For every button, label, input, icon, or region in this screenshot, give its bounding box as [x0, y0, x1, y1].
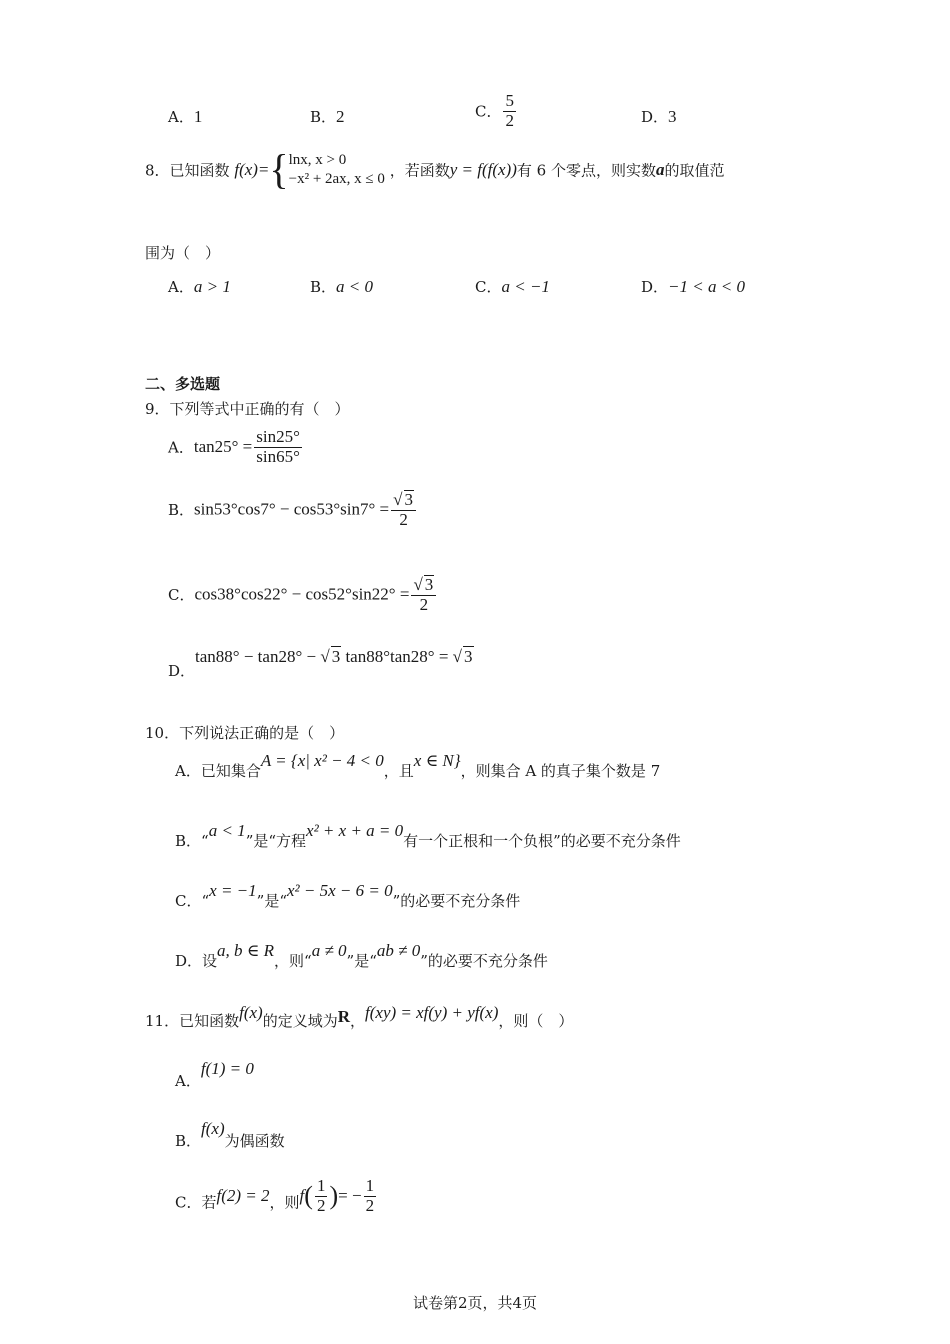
- q10-option-c: C．“x = −1”是“x² − 5x − 6 = 0”的必要不充分条件: [175, 881, 521, 910]
- q8-function-name: f(x)=: [234, 160, 270, 179]
- q11-option-a: A．f(1) = 0: [175, 1059, 254, 1090]
- q7-option-c-fraction: $\frac{5}{2}$: [505, 91, 514, 130]
- q9-b-fraction: $\frac{√ 3}{2}$: [391, 490, 416, 529]
- q11-option-b: B．f(x)为偶函数: [175, 1119, 285, 1150]
- q8-brace: {: [269, 145, 289, 194]
- page-footer: 试卷第2页，共4页: [412, 1294, 538, 1312]
- q8-option-d: D．−1 < a < 0: [641, 277, 745, 296]
- q9-option-a: A．tan25° = $\frac{\sin 25^\circ}{\sin 65^\circ}$: [168, 427, 300, 466]
- q11-option-c: C．若f(2) = 2，则f( $\frac{1}{2}$ )= − $\frac{1}{2}$: [175, 1176, 375, 1215]
- q10-option-a: A．已知集合A = {x| x² − 4 < 0，且x ∈ N}，则集合 A 的真子集个数是 7: [175, 751, 661, 780]
- question-8: 8．已知函数 f(x)={ lnx, x > 0 −x² + 2ax, x ≤ 0 ，若函数y = f(f(x))有 6 个零点，则实数a的取值范: [145, 145, 725, 194]
- q7-option-d: D．3: [641, 107, 677, 126]
- question-10: 10．下列说法正确的是（ ）: [145, 724, 345, 742]
- q8-option-a: A．a > 1: [168, 277, 231, 296]
- q10-option-b: B．“a < 1”是“方程x² + x + a = 0有一个正根和一个负根”的必要不充分条件: [175, 821, 681, 850]
- q9-option-d: D．tan88° − tan28° − √ 3 tan88°tan28° = √ 3: [168, 647, 473, 680]
- q8-cases: lnx, x > 0 −x² + 2ax, x ≤ 0: [288, 152, 385, 187]
- q7-option-c: C． $\frac{5}{2}$: [475, 91, 514, 130]
- q9-option-b: B．sin53°cos7° − cos53°sin7° = $\frac{√ 3}{2}$: [168, 490, 418, 529]
- q10-option-d: D．设a, b ∈ R，则“a ≠ 0”是“ab ≠ 0”的必要不充分条件: [175, 941, 548, 970]
- question-9: 9．下列等式中正确的有（ ）: [145, 400, 350, 418]
- question-11: 11．已知函数f(x)的定义域为R，f(xy) = xf(y) + yf(x)，则（ ）: [145, 1003, 574, 1030]
- q9-a-fraction: $\frac{\sin 25^\circ}{\sin 65^\circ}$: [256, 427, 300, 466]
- q8-line2: 围为（ ）: [145, 244, 221, 262]
- section-title: 二、多选题: [145, 375, 221, 393]
- q8-option-b: B．a < 0: [310, 277, 374, 296]
- q9-option-c: C．cos38°cos22° − cos52°sin22° = $\frac{√ 3}{2}$: [168, 575, 438, 614]
- q11-c-fraction-2: $\frac{1}{2}$: [365, 1176, 375, 1215]
- q9-c-fraction: $\frac{√ 3}{2}$: [411, 575, 436, 614]
- q11-c-fraction-1: $\frac{1}{2}$: [316, 1176, 326, 1215]
- q8-option-c: C．a < −1: [475, 277, 550, 296]
- q7-option-b: B．2: [310, 107, 345, 126]
- q7-option-a: A．1: [168, 107, 203, 126]
